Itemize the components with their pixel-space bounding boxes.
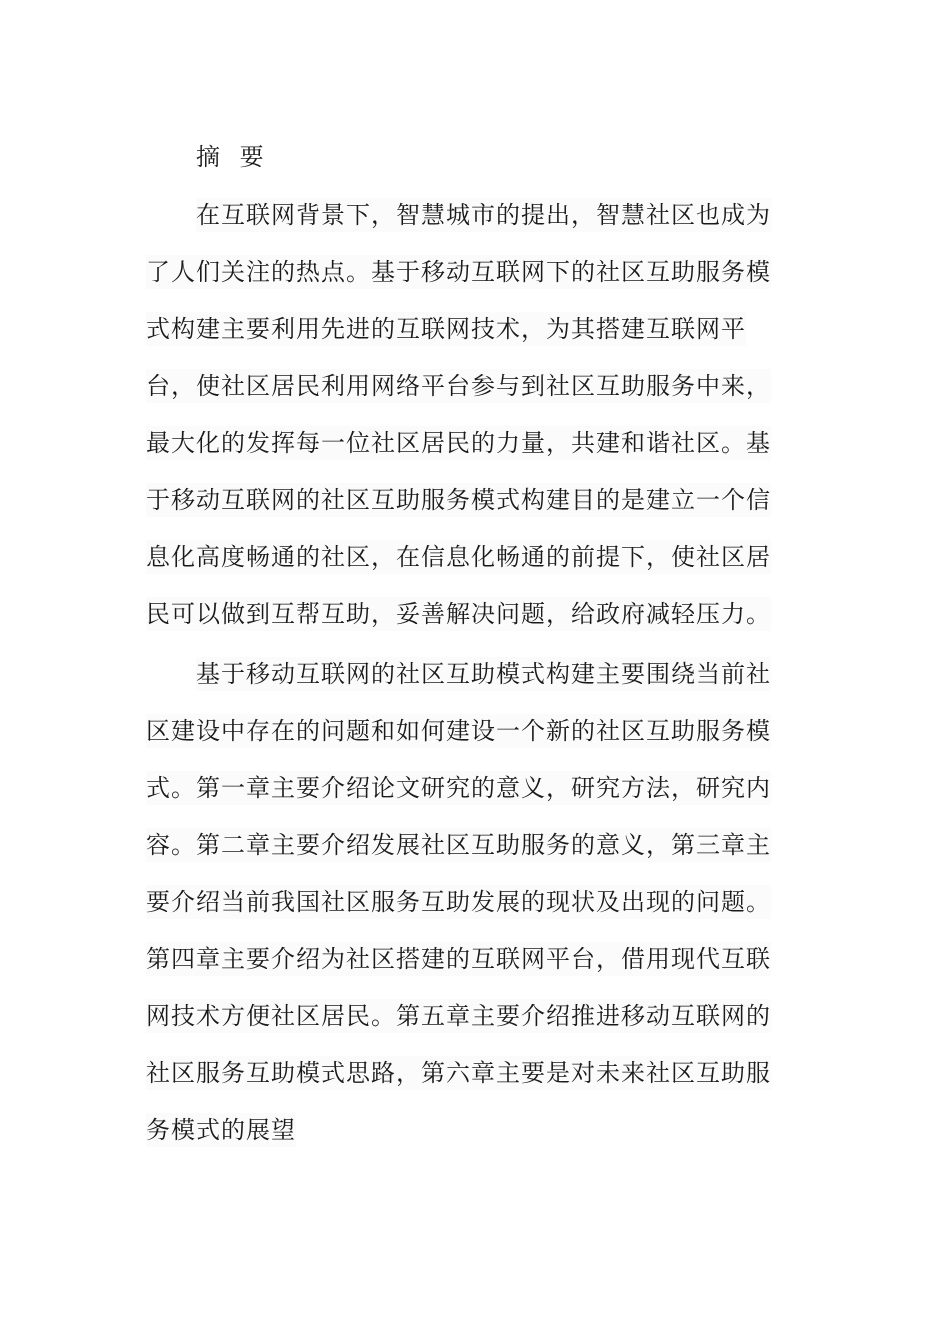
- paragraph-line: 式。第一章主要介绍论文研究的意义，研究方法，研究内: [146, 771, 771, 805]
- paragraph-line: 式构建主要利用先进的互联网技术，为其搭建互联网平: [146, 312, 746, 346]
- paragraph-line: 要介绍当前我国社区服务互助发展的现状及出现的问题。: [146, 885, 771, 919]
- paragraph-line: 务模式的展望: [146, 1113, 296, 1147]
- paragraph-line: 社区服务互助模式思路，第六章主要是对未来社区互助服: [146, 1056, 771, 1090]
- paragraph-line: 区建设中存在的问题和如何建设一个新的社区互助服务模: [146, 714, 771, 748]
- paragraph-line: 息化高度畅通的社区，在信息化畅通的前提下，使社区居: [146, 540, 771, 574]
- paragraph-line: 在互联网背景下，智慧城市的提出，智慧社区也成为: [196, 198, 771, 232]
- paragraph-line: 第四章主要介绍为社区搭建的互联网平台，借用现代互联: [146, 942, 771, 976]
- paragraph-line: 民可以做到互帮互助，妥善解决问题，给政府减轻压力。: [146, 597, 771, 631]
- abstract-heading: 摘 要: [196, 143, 270, 171]
- paragraph-line: 了人们关注的热点。基于移动互联网下的社区互助服务模: [146, 255, 771, 289]
- paragraph-line: 台，使社区居民利用网络平台参与到社区互助服务中来，: [146, 369, 771, 403]
- paragraph-line: 容。第二章主要介绍发展社区互助服务的意义，第三章主: [146, 828, 771, 862]
- paragraph-line: 最大化的发挥每一位社区居民的力量，共建和谐社区。基: [146, 426, 771, 460]
- paragraph-line: 基于移动互联网的社区互助模式构建主要围绕当前社: [196, 657, 771, 691]
- paragraph-line: 于移动互联网的社区互助服务模式构建目的是建立一个信: [146, 483, 771, 517]
- paragraph-line: 网技术方便社区居民。第五章主要介绍推进移动互联网的: [146, 999, 771, 1033]
